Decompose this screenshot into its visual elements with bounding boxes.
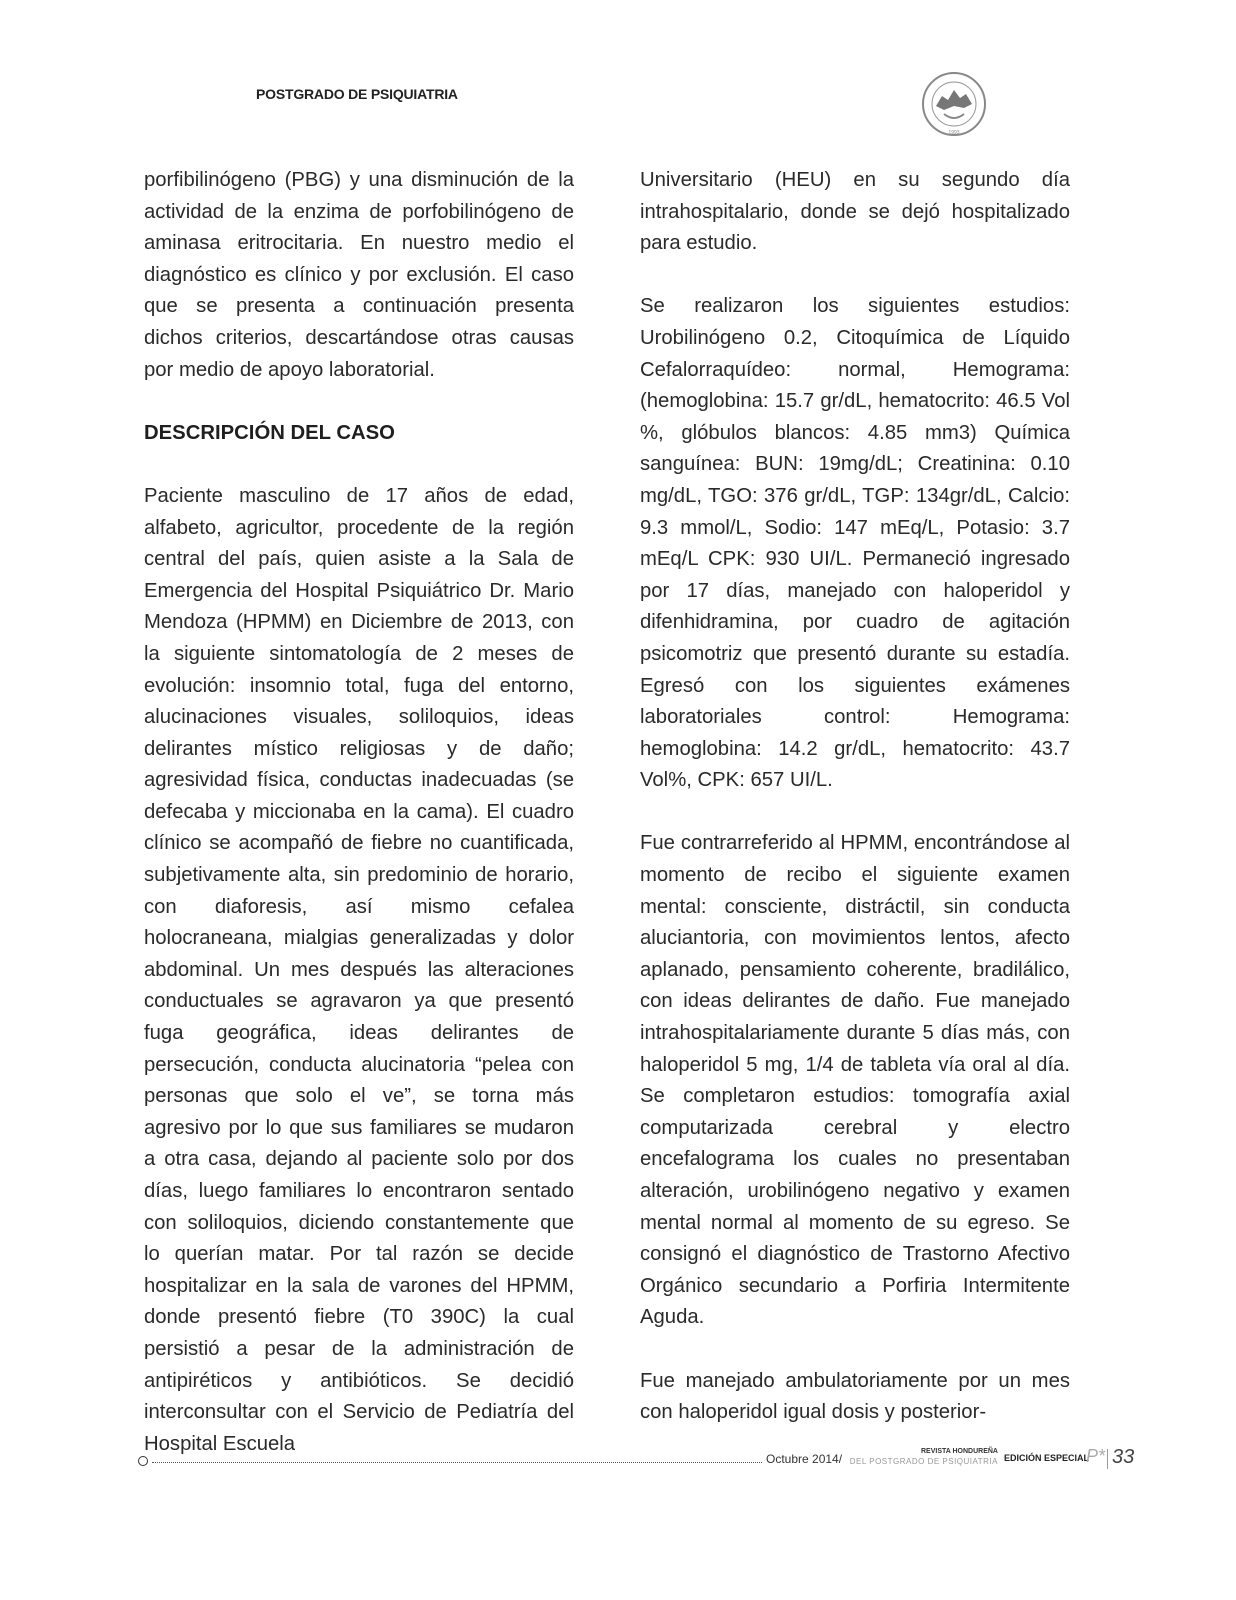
footer-dotted-rule — [152, 1462, 762, 1463]
footer-date: Octubre 2014/ — [766, 1452, 843, 1466]
running-header: POSTGRADO DE PSIQUIATRIA — [256, 86, 458, 102]
case-description-paragraph: Paciente masculino de 17 años de edad, alfabeto, agricultor, procedente de la región central del país, quien asiste a la Sala de Emergencia del Hospital Psiquiátrico Dr. Mario Mendoza (HPMM) en Diciembre de 2013, con la siguiente sintomatología de 2 meses de evolución: insomnio total, fuga del entorno, alucinaciones visuales, soliloquios, ideas delirantes místico religiosas y de daño; agresividad física, conductas inadecuadas (se defecaba y miccionaba en la cama). El cuadro clínico se acompañó de fiebre no cuantificada, subjetivamente alta, sin predominio de horario, con diaforesis, así mismo cefalea holocraneana, mialgias generalizadas y dolor abdominal. Un mes después las alteraciones conductuales se agravaron ya que presentó fuga geográfica, ideas delirantes de persecución, conducta alucinatoria “pelea con personas que solo el ve”, se torna más agresivo por lo que sus familiares se mudaron a otra casa, dejando al paciente solo por dos días, luego familiares lo encontraron sentado con soliloquios, diciendo constantemente que lo querían matar. Por tal razón se decide hospitalizar en la sala de varones del HPMM, donde presentó fiebre (T0 390C) la cual persistió a pesar de la administración de antipiréticos y antibióticos. Se decidió interconsultar con el Servicio de Pediatría del Hospital Escuela — [144, 484, 574, 1455]
page-footer — [138, 1446, 1138, 1474]
footer-separator — [1107, 1449, 1108, 1469]
journal-name-line2: DEL POSTGRADO DE PSIQUIATRIA — [849, 1457, 998, 1466]
postgrado-logo-icon — [914, 70, 994, 138]
intro-paragraph: porfibilinógeno (PBG) y una disminución de la actividad de la enzima de porfobilinógeno de aminasa eritrocitaria. En nuestro medio el diagnóstico es clínico y por exclusión. El caso que se presenta a continuación presenta dichos criterios, descartándose otras causas por medio de apoyo laboratorial. — [144, 169, 574, 381]
page-number: 33 — [1112, 1446, 1135, 1468]
journal-p-mark: P* — [1086, 1446, 1106, 1466]
section-heading: DESCRIPCIÓN DEL CASO — [144, 421, 395, 444]
journal-name — [848, 1448, 998, 1468]
svg-text:1993: 1993 — [948, 130, 960, 136]
ambulatory-paragraph: Fue manejado ambulatoriamente por un mes con haloperidol igual dosis y posterior- — [640, 1369, 1070, 1424]
footer-circle-icon — [138, 1456, 148, 1466]
lab-studies-paragraph: Se realizaron los siguientes estudios: Urobilinógeno 0.2, Citoquímica de Líquido Cefalorraquídeo: normal, Hemograma: (hemoglobina: 15.7 gr/dL, hematocrito: 46.5 Vol %, glóbulos blancos: 4.85 mm3) Química sanguínea: BUN: 19mg/dL; Creatinina: 0.10 mg/dL, TGO: 376 gr/dL, TGP: 134gr/dL, Calcio: 9.3 mmol/L, Sodio: 147 mEq/L, Potasio: 3.7 mEq/L CPK: 930 UI/L. Permaneció ingresado por 17 días, manejado con haloperidol y difenhidramina, por cuadro de agitación psicomotriz que presentó durante su estadía. Egresó con los siguientes exámenes laboratoriales control: Hemograma: hemoglobina: 14.2 gr/dL, hematocrito: 43.7 Vol%, CPK: 657 UI/L. — [640, 295, 1070, 792]
mental-exam-paragraph: Fue contrarreferido al HPMM, encontrándose al momento de recibo el siguiente examen mental: consciente, distráctil, sin conducta aluciantoria, con movimientos lentos, afecto aplanado, pensamiento coherente, bradilálico, con ideas delirantes de daño. Fue manejado intrahospitalariamente durante 5 días más, con haloperidol 5 mg, 1/4 de tableta vía oral al día. Se completaron estudios: tomografía axial computarizada cerebral y electro encefalograma los cuales no presentaban alteración, urobilinógeno negativo y examen mental normal al momento de su egreso. Se consignó el diagnóstico de Trastorno Afectivo Orgánico secundario a Porfiria Intermitente Aguda. — [640, 832, 1070, 1329]
edition-label: EDICIÓN ESPECIAL — [1004, 1453, 1090, 1463]
journal-name-line1: REVISTA HONDUREÑA — [920, 1448, 998, 1455]
left-column — [144, 165, 574, 1492]
right-column — [640, 165, 1070, 1460]
hospitalization-paragraph: Universitario (HEU) en su segundo día intrahospitalario, donde se dejó hospitalizado para estudio. — [640, 169, 1070, 255]
